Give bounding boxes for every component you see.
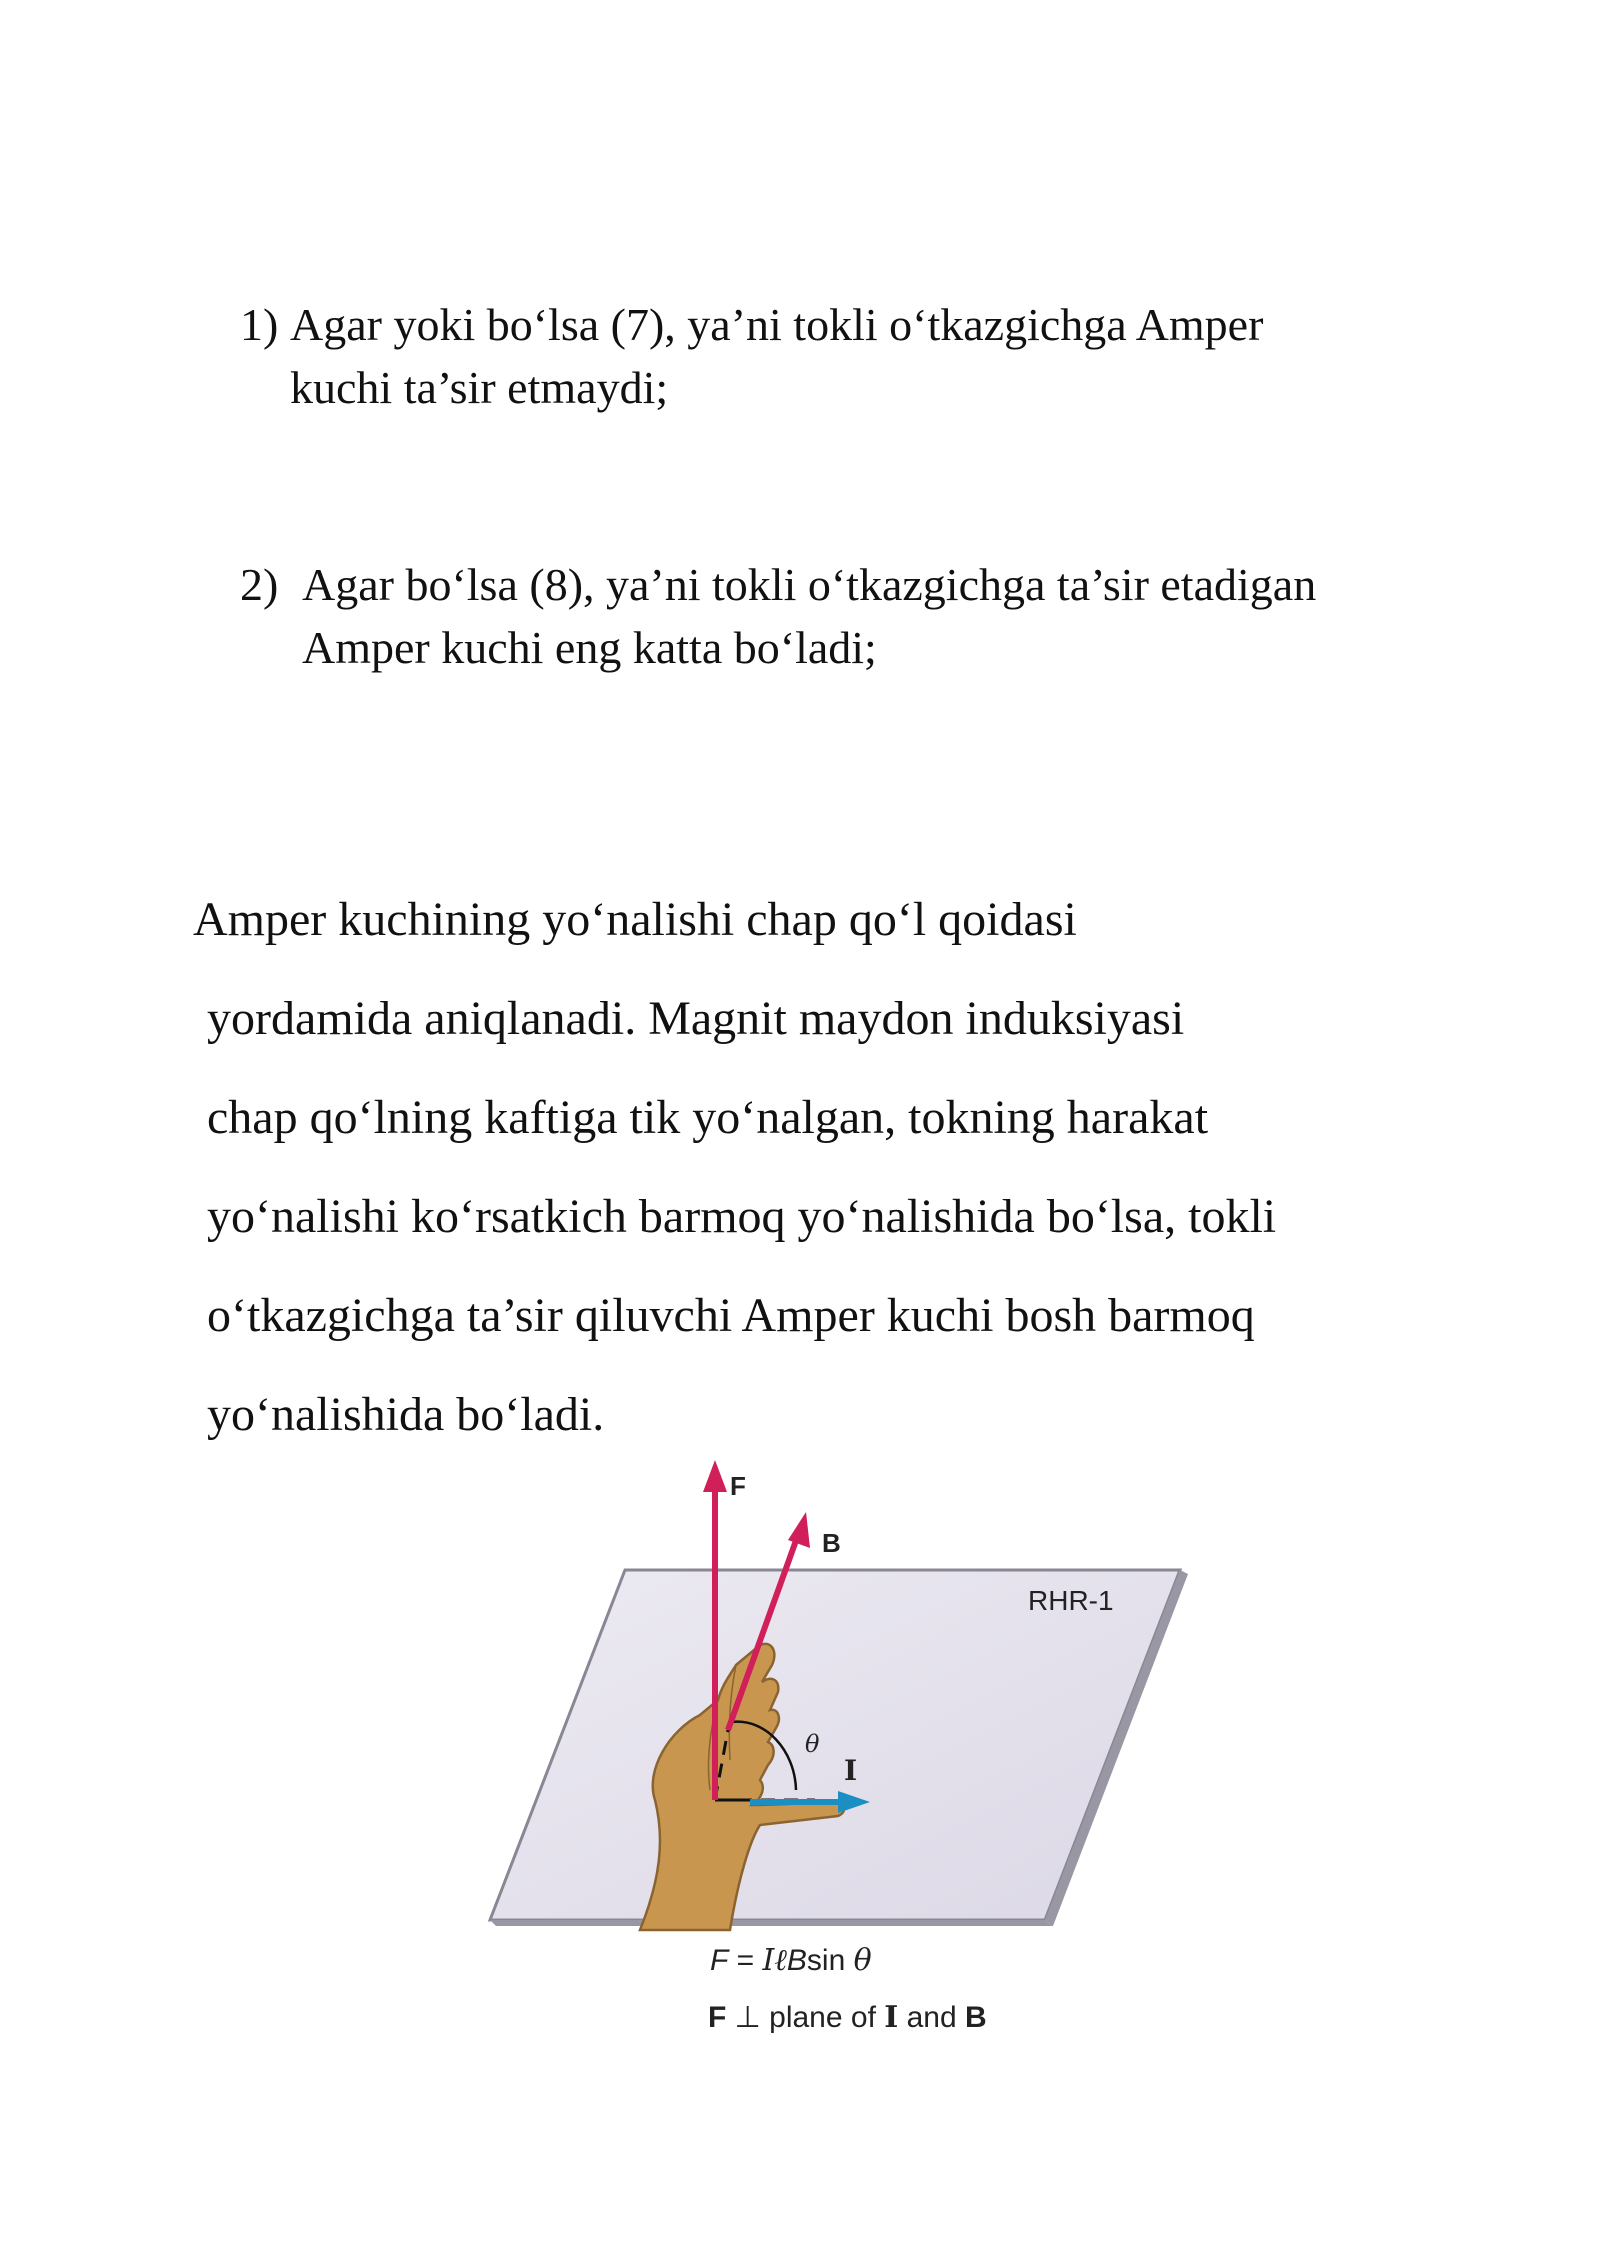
theta-label: θ — [805, 1730, 820, 1758]
figure-caption: F ⊥ plane of I and B — [708, 2000, 987, 2035]
list-item-text: Agar yoki bo‘lsa (7), ya’ni tokli o‘tkazgichga Amper kuchi ta’sir etmaydi; — [290, 299, 1264, 413]
right-hand-rule-illustration — [460, 1460, 1220, 2060]
formula: F = IℓBsin θ — [710, 1943, 872, 1978]
paragraph-line: yo‘nalishi ko‘rsatkich barmoq yo‘nalishida bo‘lsa, tokli — [207, 1190, 1277, 1243]
field-label: B — [822, 1528, 841, 1558]
paragraph-line: chap qo‘lning kaftiga tik yo‘nalgan, tokning harakat — [207, 1091, 1209, 1144]
list-item-1 — [240, 293, 1360, 419]
list-number: 2) — [240, 559, 279, 610]
paragraph-line: Amper kuchining yo‘nalishi chap qo‘l qoidasi — [193, 893, 1077, 946]
list-number: 1) — [240, 299, 279, 350]
paragraph-line: o‘tkazgichga ta’sir qiluvchi Amper kuchi bosh barmoq — [207, 1289, 1255, 1342]
paragraph-line: yo‘nalishida bo‘ladi. — [207, 1388, 605, 1441]
rhr-label: RHR-1 — [1028, 1585, 1114, 1616]
list-item-text: Agar bo‘lsa (8), ya’ni tokli o‘tkazgichga ta’sir etadigan Amper kuchi eng katta bo‘ladi; — [302, 559, 1317, 673]
paragraph-line: yordamida aniqlanadi. Magnit maydon induksiyasi — [207, 992, 1185, 1045]
plane — [490, 1570, 1188, 1926]
current-label: I — [844, 1754, 858, 1787]
right-hand-rule-figure — [460, 1460, 1220, 2060]
list-item-2 — [240, 553, 1360, 679]
force-label: F — [730, 1471, 746, 1501]
